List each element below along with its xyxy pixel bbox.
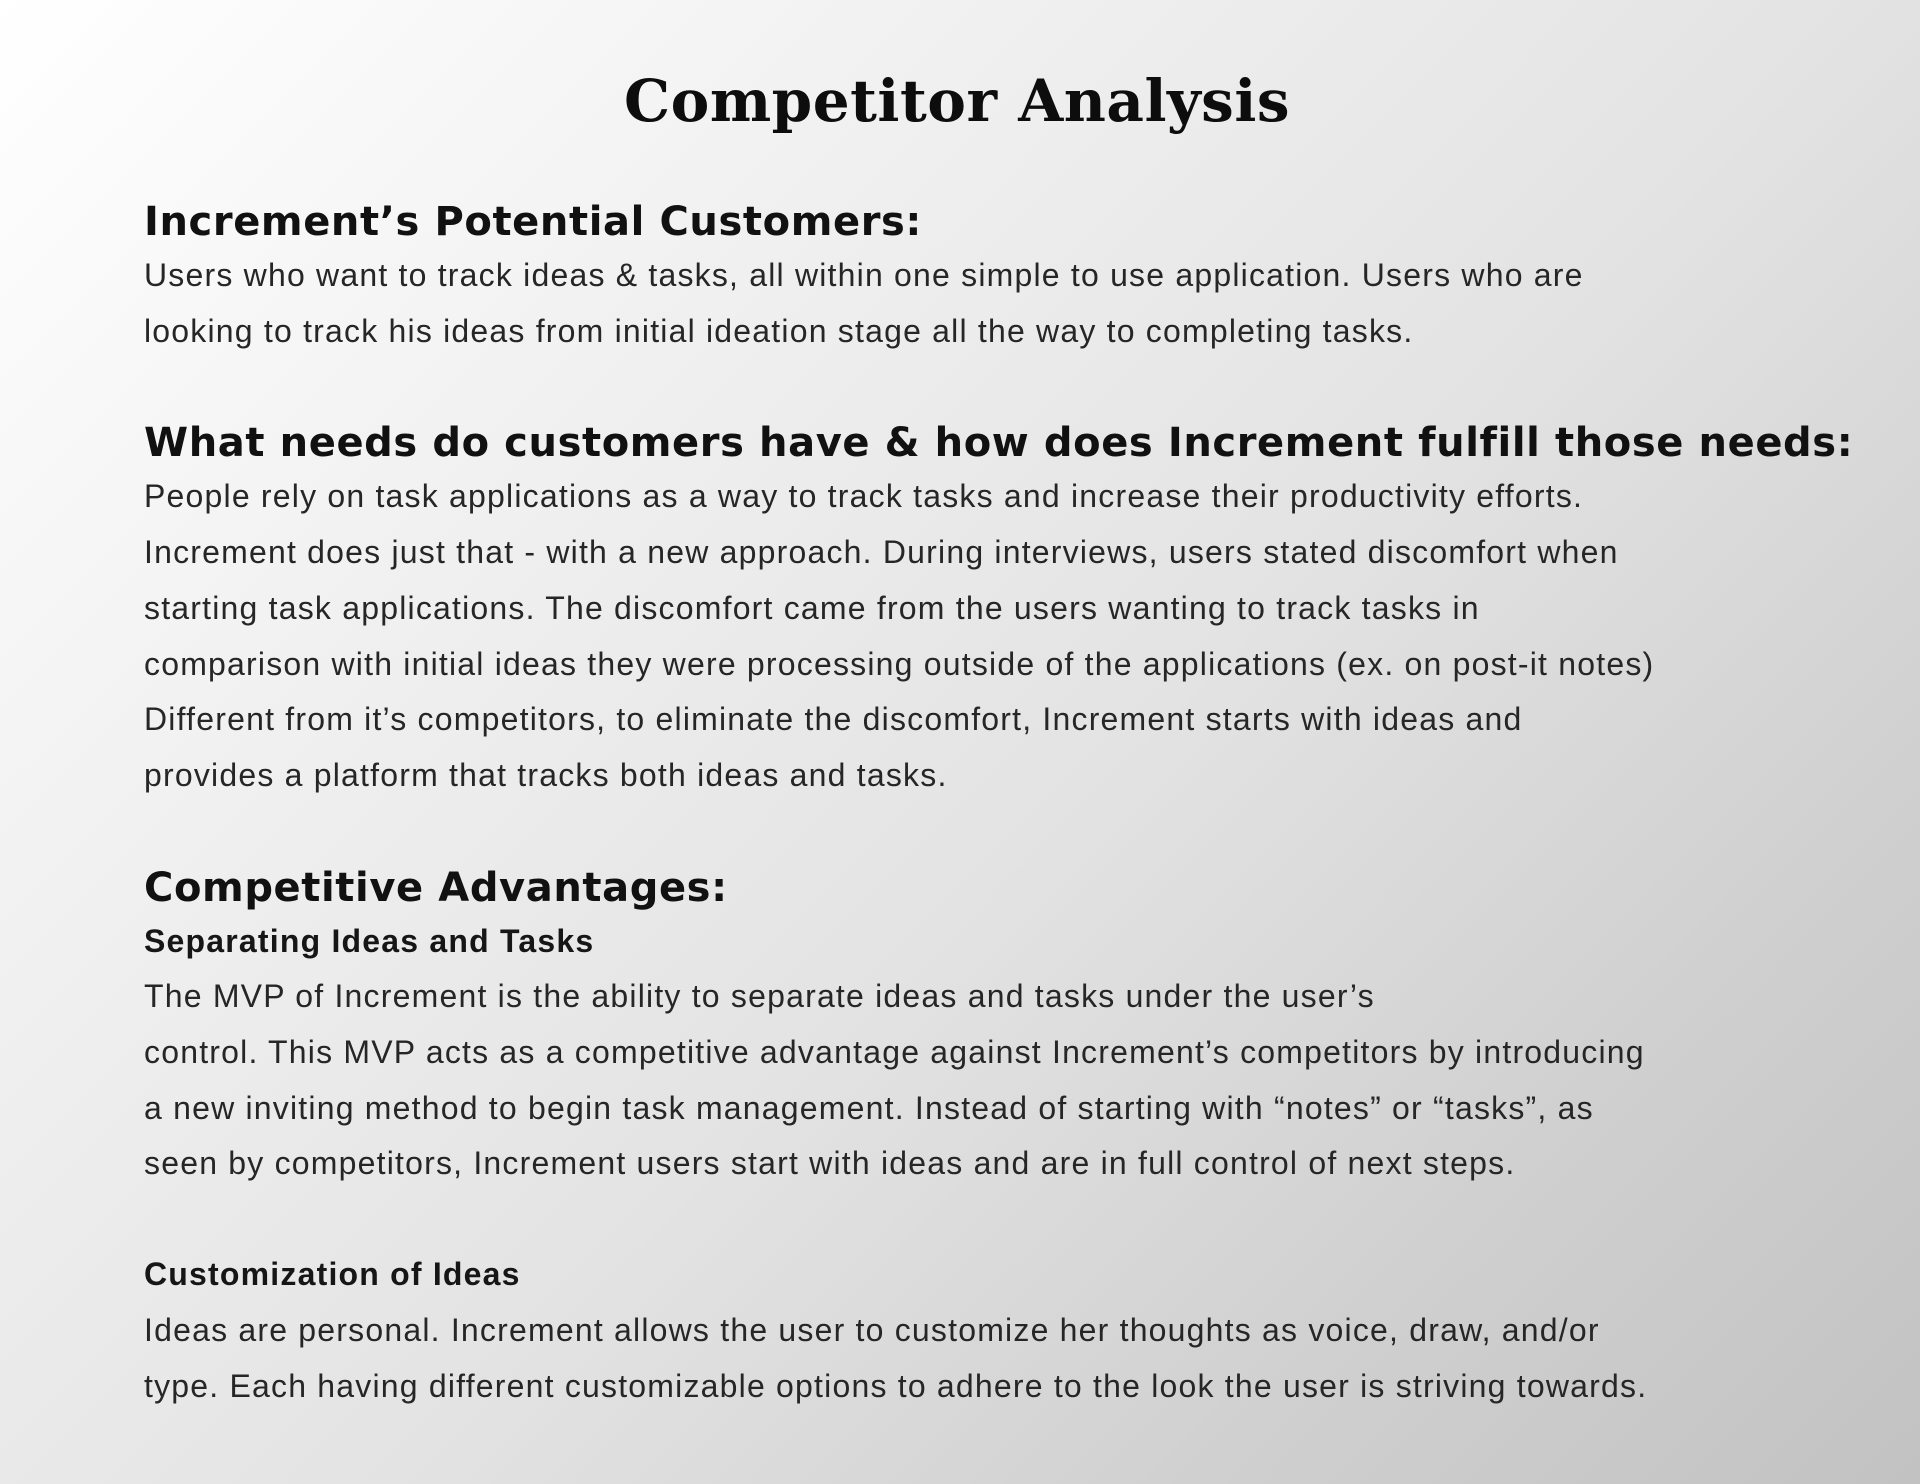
subsection-paragraph (144, 969, 1800, 1192)
page-title: Competitor Analysis (623, 67, 1291, 135)
paragraph-line: control. This MVP acts as a competitive advantage against Increment’s competitors by introducing (144, 1034, 1645, 1071)
paragraph-line: seen by competitors, Increment users start with ideas and are in full control of next steps. (144, 1145, 1516, 1182)
paragraph-line: Different from it’s competitors, to eliminate the discomfort, Increment starts with ideas and (144, 701, 1523, 738)
paragraph-line: Ideas are personal. Increment allows the user to customize her thoughts as voice, draw, and/or (144, 1311, 1600, 1348)
section-heading: What needs do customers have & how does Increment fulfill those needs: (144, 420, 1854, 467)
paragraph-line: comparison with initial ideas they were processing outside of the applications (ex. on post-it notes) (144, 645, 1655, 682)
subsection-heading: Separating Ideas and Tasks (144, 922, 595, 959)
paragraph-line: The MVP of Increment is the ability to separate ideas and tasks under the user’s (144, 978, 1375, 1015)
paragraph-line: starting task applications. The discomfort came from the users wanting to track tasks in (144, 589, 1480, 626)
section-paragraph (144, 469, 1800, 803)
subsection-paragraph (144, 1303, 1800, 1414)
subsection-heading: Customization of Ideas (144, 1256, 521, 1293)
paragraph-line: provides a platform that tracks both ideas and tasks. (144, 756, 948, 793)
subsection-customization (144, 1247, 1800, 1414)
paragraph-line: Users who want to track ideas & tasks, all within one simple to use application. Users who are (144, 257, 1584, 293)
paragraph-line: People rely on task applications as a way to track tasks and increase their productivity efforts. (144, 478, 1584, 515)
spacer (144, 1192, 1800, 1247)
paragraph-line: type. Each having different customizable options to adhere to the look the user is striving towards. (144, 1367, 1648, 1404)
subsection-separating-ideas (144, 914, 1800, 1193)
paragraph-line: looking to track his ideas from initial ideation stage all the way to completing tasks. (144, 312, 1414, 349)
section-potential-customers (144, 196, 1800, 359)
section-customer-needs (144, 417, 1854, 803)
section-paragraph (144, 248, 1800, 359)
paragraph-line: Increment does just that - with a new approach. During interviews, users stated discomfort when (144, 534, 1619, 571)
section-heading: Competitive Advantages: (144, 864, 728, 911)
section-competitive-advantages (144, 862, 1800, 1415)
section-heading: Increment’s Potential Customers: (144, 199, 923, 245)
paragraph-line: a new inviting method to begin task management. Instead of starting with “notes” or “tasks”, as (144, 1089, 1594, 1126)
